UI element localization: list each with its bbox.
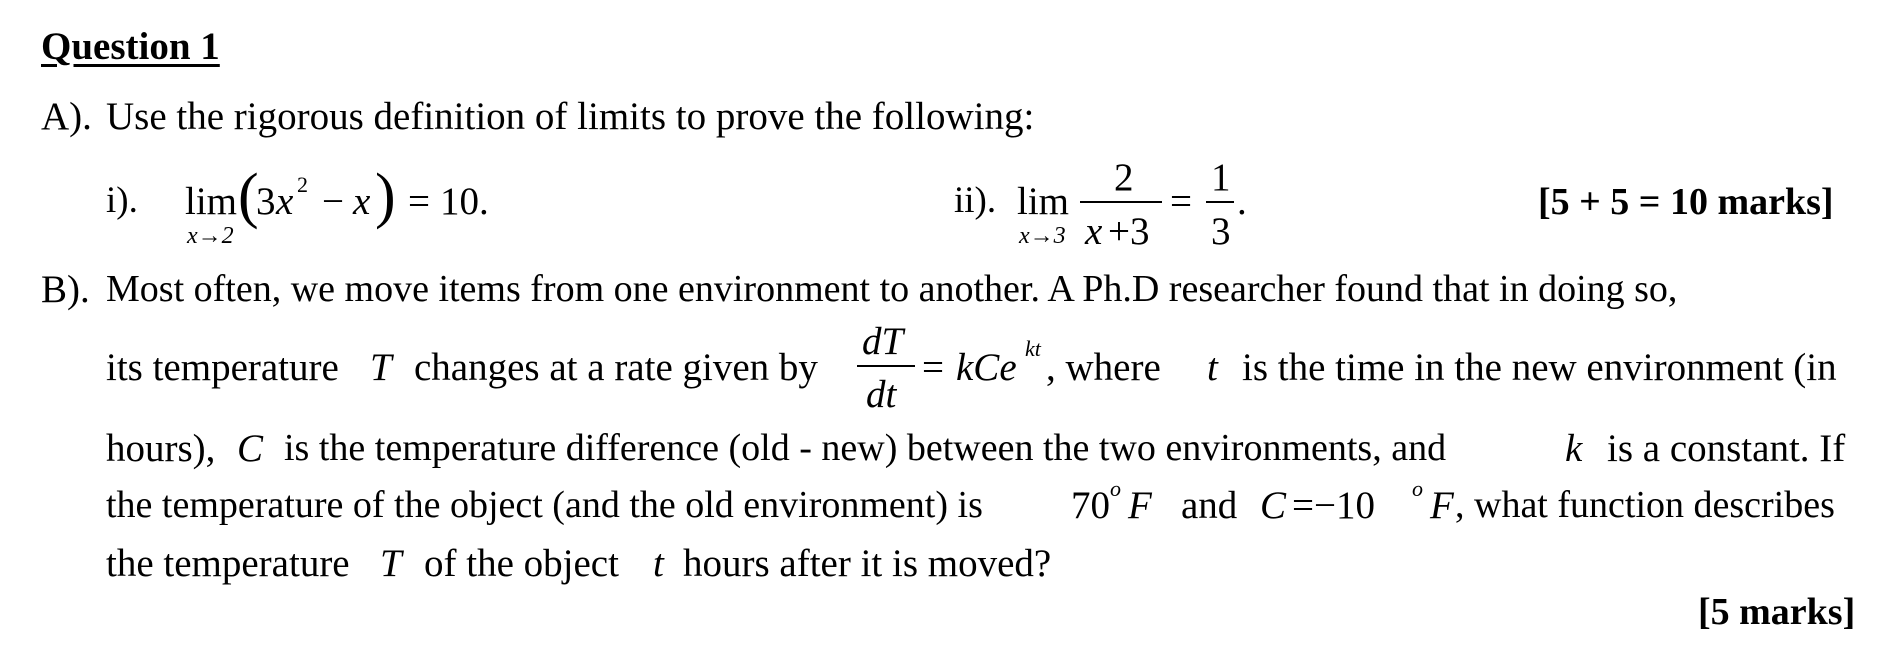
item-i-eq: =	[408, 180, 430, 223]
item-i-var: x	[276, 180, 294, 223]
part-b-line3-k: k	[1565, 427, 1583, 470]
item-i-coef: 3	[256, 180, 276, 223]
part-b-line4-C: C	[1260, 484, 1287, 527]
item-ii-period: .	[1237, 180, 1247, 223]
part-b-line4-degree1: o	[1110, 476, 1121, 501]
item-i-lim-sub: x→2	[187, 223, 234, 249]
part-b-line4-eq: =−10	[1292, 484, 1375, 527]
item-i-label: i).	[106, 180, 138, 221]
deriv-fraction-bar	[857, 365, 915, 367]
item-ii-rhs-fraction-bar	[1206, 201, 1234, 203]
part-b-line5-a: the temperature	[106, 542, 350, 585]
deriv-denominator: dt	[866, 373, 897, 416]
part-b-line4-F1: F	[1128, 484, 1152, 527]
item-ii-den-rest: +3	[1108, 210, 1150, 253]
item-ii-lim-sub: x→3	[1019, 223, 1066, 249]
part-b-line2-a: its temperature	[106, 346, 339, 389]
part-b-line2-c: , where	[1046, 346, 1161, 389]
item-ii-numerator: 2	[1114, 156, 1134, 199]
part-b-line2-d: is the time in the new environment (in	[1242, 346, 1837, 389]
question-heading: Question 1	[41, 25, 220, 68]
part-b-line3-c: is a constant. If	[1607, 427, 1846, 470]
item-ii-rhs-denominator: 3	[1211, 210, 1231, 253]
part-b-line2-b: changes at a rate given by	[414, 346, 818, 389]
part-b-line4-70: 70	[1071, 484, 1110, 527]
part-b-line3-a: hours),	[106, 427, 216, 470]
part-b-line5-c: hours after it is moved?	[683, 542, 1052, 585]
part-b-line4-degree2: o	[1412, 476, 1423, 501]
part-b-line1: Most often, we move items from one environment to another. A Ph.D researcher found that in doing so,	[106, 268, 1678, 310]
part-b-line5-t: t	[653, 542, 664, 585]
deriv-exponent: kt	[1025, 336, 1041, 361]
part-b-line3-b: is the temperature difference (old - new) between the two environments, and	[284, 427, 1447, 469]
part-a-marks: [5 + 5 = 10 marks]	[1538, 181, 1834, 223]
item-ii-den-var: x	[1085, 210, 1103, 253]
deriv-eq: =	[922, 346, 944, 389]
item-i-exp: 2	[297, 172, 308, 197]
item-i-var2: x	[353, 180, 371, 223]
part-b-line4-c: , what function describes	[1455, 484, 1835, 526]
item-i-rhs: 10.	[440, 180, 489, 223]
item-ii-lim: lim	[1017, 180, 1070, 223]
part-b-line4-F2: F	[1430, 484, 1454, 527]
deriv-kCe: kCe	[956, 346, 1017, 389]
part-b-marks: [5 marks]	[1698, 591, 1856, 633]
part-b-line2-T: T	[370, 346, 392, 389]
part-a-instruction: Use the rigorous definition of limits to prove the following:	[106, 95, 1035, 138]
part-a-label: A).	[41, 95, 92, 138]
item-i-lparen: (	[238, 162, 259, 230]
part-b-label: B).	[41, 268, 90, 311]
item-i-lim: lim	[185, 180, 238, 223]
deriv-numerator: dT	[862, 320, 904, 363]
item-ii-eq: =	[1170, 180, 1192, 223]
part-b-line3-C: C	[237, 427, 264, 470]
item-i-minus: −	[322, 180, 344, 223]
part-b-line4-a: the temperature of the object (and the old environment) is	[106, 484, 983, 526]
item-ii-label: ii).	[954, 180, 997, 221]
part-b-line5-T: T	[380, 542, 402, 585]
part-b-line5-b: of the object	[424, 542, 619, 585]
part-b-line2-t: t	[1207, 346, 1218, 389]
item-ii-fraction-bar	[1080, 201, 1162, 203]
item-ii-rhs-numerator: 1	[1211, 156, 1231, 199]
item-i-rparen: )	[375, 162, 396, 230]
part-b-line4-b: and	[1181, 484, 1238, 527]
